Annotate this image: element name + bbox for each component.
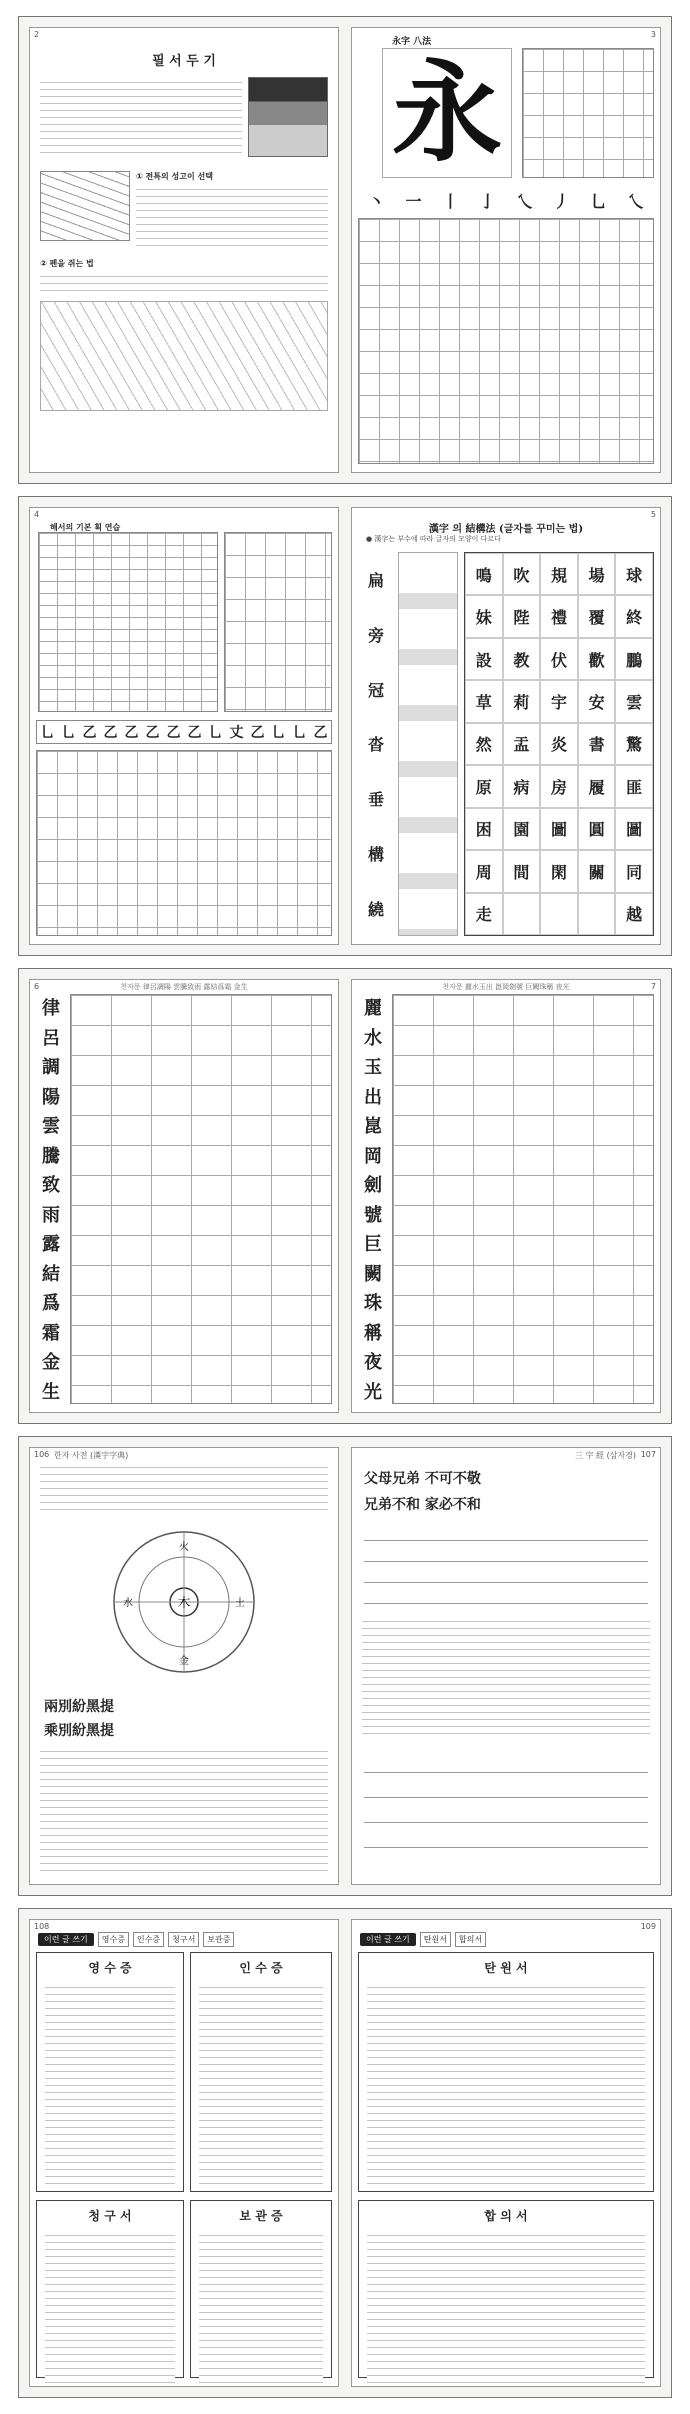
radical-label: 扁 <box>367 570 384 590</box>
grid-char: 走 <box>465 893 503 935</box>
stroke-char: 丿 <box>553 191 570 211</box>
page-number: 2 <box>34 30 40 39</box>
page-subheader: ● 漢字는 부수에 따라 글자의 모양이 다르다 <box>366 535 501 543</box>
page-header: 한자 사전 (漢字字典) <box>54 1451 129 1460</box>
stroke-char: 乚 <box>590 191 607 211</box>
radical-label: 冠 <box>367 680 384 700</box>
pen-nib-illustration <box>40 171 130 241</box>
page-number: 7 <box>650 982 656 991</box>
page-4 <box>29 507 339 945</box>
stroke-char: 乀 <box>627 191 644 211</box>
model-char: 闕 <box>364 1263 382 1285</box>
calligraphy-block <box>364 1748 648 1872</box>
stroke-char: 一 <box>405 191 422 211</box>
model-char: 玉 <box>364 1057 382 1079</box>
body-text <box>40 1464 328 1514</box>
agreement-form <box>358 2200 654 2378</box>
form-tab: 탄원서 <box>420 1932 451 1947</box>
model-char: 號 <box>364 1204 382 1226</box>
section-tab-bar <box>38 1932 234 1947</box>
model-char: 出 <box>364 1086 382 1108</box>
model-char: 水 <box>364 1027 382 1049</box>
stroke-char: 丨 <box>442 191 459 211</box>
stroke-char: 丶 <box>368 191 385 211</box>
grid-char: 越 <box>615 893 653 935</box>
model-char: 生 <box>42 1381 60 1403</box>
model-char: 岡 <box>364 1145 382 1167</box>
model-char: 巨 <box>364 1234 382 1256</box>
page-7 <box>351 979 661 1413</box>
grid-char: 書 <box>578 723 616 765</box>
radical-label: 沓 <box>367 735 384 755</box>
grid-char: 鳴 <box>465 553 503 595</box>
model-char: 爲 <box>42 1293 60 1315</box>
model-char: 呂 <box>42 1027 60 1049</box>
model-char: 劍 <box>364 1175 382 1197</box>
calligraphy-line: 兩別紛黑提 <box>44 1699 114 1715</box>
stroke-char: 乙 <box>82 725 97 741</box>
page-5 <box>351 507 661 945</box>
grid-char: 閑 <box>540 850 578 892</box>
grid-char: 關 <box>578 850 616 892</box>
model-char: 金 <box>42 1352 60 1374</box>
page-number: 107 <box>640 1450 656 1459</box>
model-char: 結 <box>42 1263 60 1285</box>
form-tab: 인수증 <box>133 1932 164 1947</box>
grid-char: 終 <box>615 595 653 637</box>
grid-char: 雲 <box>615 680 653 722</box>
grid-char: 履 <box>578 765 616 807</box>
page-106 <box>29 1447 339 1885</box>
grid-char: 球 <box>615 553 653 595</box>
model-char: 稱 <box>364 1322 382 1344</box>
grid-char: 病 <box>503 765 541 807</box>
form-title: 영 수 증 <box>88 1961 132 1975</box>
grid-char: 困 <box>465 808 503 850</box>
page-109 <box>351 1919 661 2387</box>
diagram-label-top: 火 <box>179 1542 189 1553</box>
model-char: 夜 <box>364 1352 382 1374</box>
practice-grid <box>70 994 332 1404</box>
section-tab-label: 이런 글 쓰기 <box>38 1933 94 1946</box>
spread-thousand-character <box>18 968 672 1424</box>
form-title: 인 수 증 <box>239 1961 283 1975</box>
page-number: 3 <box>650 30 656 39</box>
grid-char: 炎 <box>540 723 578 765</box>
petition-form <box>358 1952 654 2192</box>
stroke-char: 亅 <box>479 191 496 211</box>
grid-char: 原 <box>465 765 503 807</box>
model-char: 雨 <box>42 1204 60 1226</box>
intro-paragraph <box>40 79 242 157</box>
model-char: 霜 <box>42 1322 60 1344</box>
form-title: 합 의 서 <box>484 2209 528 2223</box>
stroke-table <box>38 532 218 712</box>
page-header: 三 字 經 (삼자경) <box>574 1451 636 1460</box>
grid-char: 教 <box>503 638 541 680</box>
page-number: 4 <box>34 510 40 519</box>
grid-char: 安 <box>578 680 616 722</box>
grid-char <box>503 893 541 935</box>
practice-grid <box>358 218 654 464</box>
page-number: 109 <box>640 1922 656 1931</box>
form-tab: 청구서 <box>168 1932 199 1947</box>
spread-classics <box>18 1436 672 1896</box>
practice-grid-upper-right <box>522 48 654 178</box>
page-header: 永字 八法 <box>392 37 432 47</box>
model-char: 露 <box>42 1234 60 1256</box>
grid-char: 禮 <box>540 595 578 637</box>
example-grid <box>464 552 654 936</box>
section-heading: ② 펜을 쥐는 법 <box>40 259 94 268</box>
form-title: 청 구 서 <box>88 2209 132 2223</box>
grid-char: 鵬 <box>615 638 653 680</box>
practice-grid <box>392 994 654 1404</box>
page-107 <box>351 1447 661 1885</box>
stroke-char: 乙 <box>145 725 160 741</box>
stroke-row <box>358 188 654 212</box>
radical-diagram-column <box>398 552 458 936</box>
page-header: 해서의 기본 획 연습 <box>50 523 121 532</box>
receipt-form <box>36 1952 184 2192</box>
grid-char: 匪 <box>615 765 653 807</box>
stroke-char: 乙 <box>124 725 139 741</box>
page-number: 108 <box>34 1922 50 1931</box>
stroke-char: 乚 <box>208 725 223 741</box>
grid-char: 周 <box>465 850 503 892</box>
stroke-char: 乀 <box>516 191 533 211</box>
grid-char: 驚 <box>615 723 653 765</box>
model-char: 騰 <box>42 1145 60 1167</box>
page-header: 천자문 律呂調陽 雲騰致雨 露結爲霜 金生 <box>120 983 248 991</box>
page-6 <box>29 979 339 1413</box>
grid-char: 房 <box>540 765 578 807</box>
grid-char: 吹 <box>503 553 541 595</box>
diagram-label-bottom: 金 <box>179 1656 189 1667</box>
stroke-char: 丈 <box>229 725 244 741</box>
grid-char: 陛 <box>503 595 541 637</box>
spread-penmanship-intro <box>18 16 672 484</box>
grid-char: 間 <box>503 850 541 892</box>
five-elements-diagram <box>104 1522 264 1682</box>
radical-label: 旁 <box>367 625 384 645</box>
model-char: 珠 <box>364 1293 382 1315</box>
writer-photo <box>248 77 328 157</box>
model-column <box>36 994 66 1404</box>
grid-char: 妹 <box>465 595 503 637</box>
grid-char: 同 <box>615 850 653 892</box>
stroke-char: 乙 <box>166 725 181 741</box>
grid-char <box>578 893 616 935</box>
model-char: 致 <box>42 1175 60 1197</box>
stroke-char: 乙 <box>250 725 265 741</box>
model-char: 雲 <box>42 1116 60 1138</box>
calligraphy-line: 父母兄弟 不可不敬 <box>364 1471 481 1487</box>
diagram-center-label: 木 <box>177 1596 191 1611</box>
form-tab: 보관증 <box>203 1932 234 1947</box>
grid-char: 歡 <box>578 638 616 680</box>
grid-char: 圖 <box>540 808 578 850</box>
grid-char: 然 <box>465 723 503 765</box>
stroke-char: 乚 <box>61 725 76 741</box>
stroke-char: 乚 <box>292 725 307 741</box>
body-text <box>40 1748 328 1874</box>
diagram-label-left: 水 <box>123 1598 133 1609</box>
form-tab: 합의서 <box>455 1932 486 1947</box>
grid-char: 園 <box>503 808 541 850</box>
grid-char: 莉 <box>503 680 541 722</box>
model-char: 崑 <box>364 1116 382 1138</box>
page-title: 필 서 두 기 <box>152 54 216 69</box>
grid-char: 圓 <box>578 808 616 850</box>
form-title: 탄 원 서 <box>484 1961 528 1975</box>
model-char: 麗 <box>364 998 382 1019</box>
section-tab-label: 이런 글 쓰기 <box>360 1933 416 1946</box>
page-number: 6 <box>34 982 40 991</box>
grid-char <box>540 893 578 935</box>
section-heading: ① 전특의 성고이 선택 <box>136 172 213 181</box>
grid-char: 設 <box>465 638 503 680</box>
stroke-char: 乙 <box>313 725 328 741</box>
radical-label: 構 <box>367 845 384 865</box>
grid-char: 圖 <box>615 808 653 850</box>
grid-char: 宇 <box>540 680 578 722</box>
page-number: 106 <box>34 1450 50 1459</box>
calligraphy-line: 兄弟不和 家必不和 <box>364 1497 481 1513</box>
grid-char: 草 <box>465 680 503 722</box>
page-header: 漢字 의 結構法 (글자를 꾸미는 법) <box>428 524 584 535</box>
model-char: 光 <box>364 1381 382 1403</box>
practice-grid <box>36 750 332 936</box>
stroke-bottom-row <box>36 720 332 744</box>
calligraphy-block <box>364 1520 648 1608</box>
section-tab-bar <box>360 1932 486 1947</box>
grid-char: 覆 <box>578 595 616 637</box>
grid-char: 規 <box>540 553 578 595</box>
stroke-practice-grid-right <box>224 532 332 712</box>
page-3 <box>351 27 661 473</box>
page-108 <box>29 1919 339 2387</box>
grid-char: 盂 <box>503 723 541 765</box>
form-tab: 영수증 <box>98 1932 129 1947</box>
pen-grip-illustration <box>40 301 328 411</box>
model-char: 調 <box>42 1057 60 1079</box>
radical-label: 繞 <box>367 899 384 919</box>
spread-basic-strokes <box>18 496 672 956</box>
page-header: 천자문 麗水玉出 崑岡劍號 巨闕珠稱 夜光 <box>442 983 570 991</box>
stroke-char: 乙 <box>187 725 202 741</box>
acceptance-form <box>190 1952 332 2192</box>
grid-char: 場 <box>578 553 616 595</box>
page-number: 5 <box>650 510 656 519</box>
diagram-label-right: 土 <box>235 1598 245 1609</box>
stroke-char: 乙 <box>103 725 118 741</box>
claim-form <box>36 2200 184 2378</box>
stroke-char: 乚 <box>271 725 286 741</box>
spread-forms <box>18 1908 672 2398</box>
radical-label: 垂 <box>367 790 384 810</box>
big-character-box <box>382 48 512 178</box>
model-char: 律 <box>42 998 60 1019</box>
radical-column <box>358 552 394 936</box>
big-character: 永 <box>392 48 502 177</box>
model-column <box>358 994 388 1404</box>
calligraphy-line: 乘別紛黑提 <box>44 1723 114 1739</box>
stroke-char: 乚 <box>40 725 55 741</box>
model-char: 陽 <box>42 1086 60 1108</box>
custody-form <box>190 2200 332 2378</box>
page-2 <box>29 27 339 473</box>
form-title: 보 관 증 <box>239 2209 283 2223</box>
body-text <box>362 1618 650 1738</box>
grid-char: 伏 <box>540 638 578 680</box>
